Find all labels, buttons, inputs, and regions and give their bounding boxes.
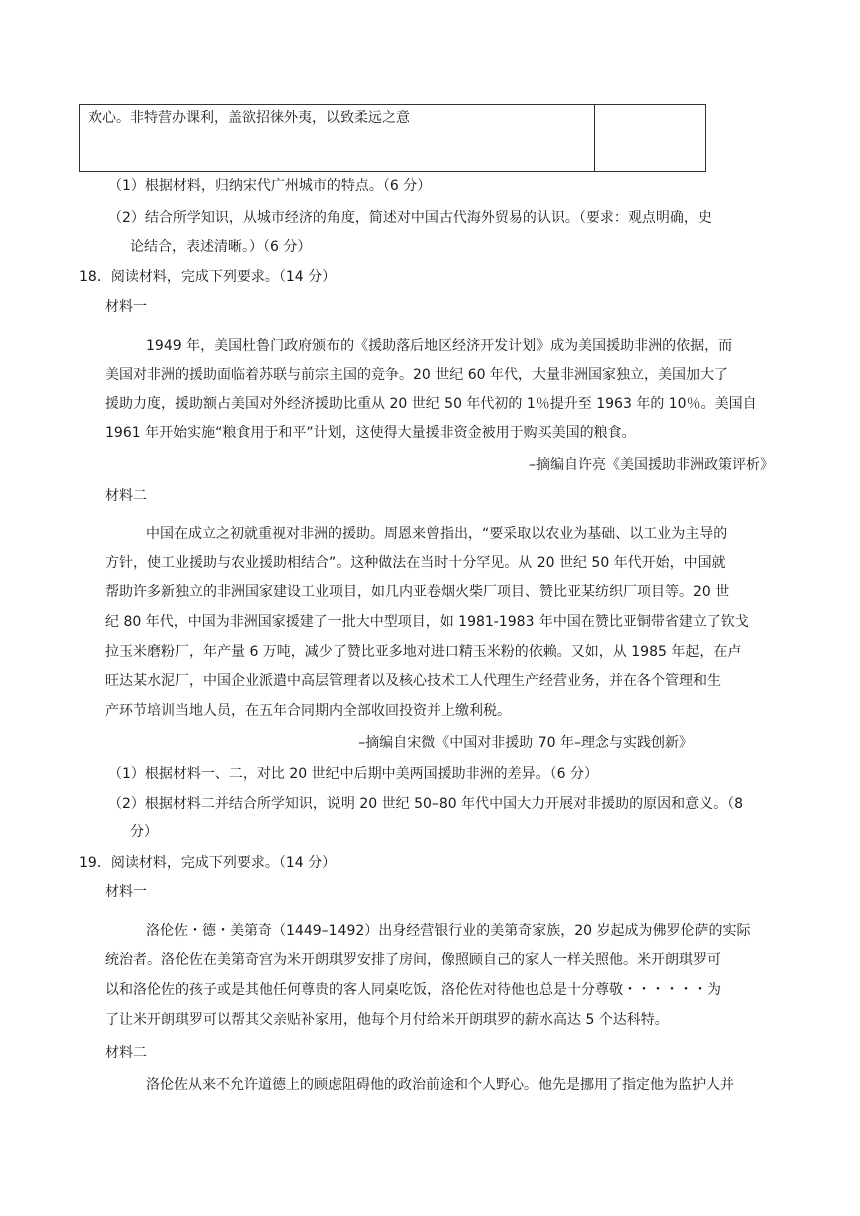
q18-m2-line5: 拉玉米磨粉厂，年产量 6 万吨，减少了赞比亚多地对进口精玉米粉的依赖。又如，从 1985 年起，在卢 [105,644,742,660]
q18-m2-line6: 旺达某水泥厂，中国企业派遣中高层管理者以及核心技术工人代理生产经营业务，并在各个管理和生 [105,673,721,689]
q18-m2-line7: 产环节培训当地人员，在五年合同期内全部收回投资并上缴利税。 [105,703,511,719]
q18-m1-source: –摘编自许亮《美国援助非洲政策评析》 [529,457,774,473]
q17-sub1: （1）根据材料，归纳宋代广州城市的特点。（6 分） [108,178,432,194]
q18-m2-line4: 纪 80 年代，中国为非洲国家援建了一批大中型项目，如 1981-1983 年中国在赞比亚铜带省建立了钦戈 [105,614,749,630]
q19-m1-line3: 以和洛伦佐的孩子或是其他任何尊贵的客人同桌吃饭，洛伦佐对待他也总是十分尊敬・・・・・・为 [105,982,721,998]
q18-sub2-line2: 分） [130,824,158,840]
q19-material1-label: 材料一 [105,884,147,900]
q18-m2-line2: 方针，使工业援助与农业援助相结合”。这种做法在当时十分罕见。从 20 世纪 50 年代开始，中国就 [105,555,726,571]
q19-heading: 19．阅读材料，完成下列要求。（14 分） [79,855,337,871]
q19-m1-line2: 统治者。洛伦佐在美第奇宫为米开朗琪罗安排了房间，像照顾自己的家人一样关照他。米开朗琪罗可 [105,952,721,968]
q18-material1-label: 材料一 [105,299,147,315]
q18-m1-line1: 1949 年，美国杜鲁门政府颁布的《援助落后地区经济开发计划》成为美国援助非洲的依据，而 [146,338,733,354]
q19-material2-label: 材料二 [105,1045,147,1061]
material-table [79,104,706,172]
q18-m1-line2: 美国对非洲的援助面临着苏联与前宗主国的竞争。20 世纪 60 年代，大量非洲国家独立，美国加大了 [105,367,728,383]
q19-m2-line1: 洛伦佐从来不允许道德上的顾虑阻碍他的政治前途和个人野心。他先是挪用了指定他为监护人并 [146,1077,734,1093]
q18-m1-line3: 援助力度，援助额占美国对外经济援助比重从 20 世纪 50 年代初的 1％提升至 1963 年的 10％。美国自 [105,396,757,412]
q19-m1-line4: 了让米开朗琪罗可以帮其父亲贴补家用，他每个月付给米开朗琪罗的薪水高达 5 个达科特。 [105,1012,669,1028]
q17-sub2-line2: 论结合，表述清晰。）（6 分） [130,239,312,255]
table-column-divider [594,105,595,171]
q18-heading: 18．阅读材料，完成下列要求。（14 分） [79,269,337,285]
q18-m2-line1: 中国在成立之初就重视对非洲的援助。周恩来曾指出，“要采取以农业为基础、以工业为主导的 [146,526,728,542]
q19-m1-line1: 洛伦佐・德・美第奇（1449–1492）出身经营银行业的美第奇家族，20 岁起成为佛罗伦萨的实际 [146,923,751,939]
q18-m1-line4: 1961 年开始实施“粮食用于和平”计划，这使得大量援非资金被用于购买美国的粮食。 [105,425,636,441]
q18-sub2-line1: （2）根据材料二并结合所学知识，说明 20 世纪 50–80 年代中国大力开展对非援助的原因和意义。（8 [108,796,744,812]
table-cell-text: 欢心。非特营办课利，盖欲招徕外夷，以致柔远之意 [88,110,410,126]
q17-sub2-line1: （2）结合所学知识，从城市经济的角度，简述对中国古代海外贸易的认识。（要求：观点明确，史 [108,210,712,226]
q18-m2-line3: 帮助许多新独立的非洲国家建设工业项目，如几内亚卷烟火柴厂项目、赞比亚某纺织厂项目等。20 世 [105,584,730,600]
q18-m2-source: –摘编自宋微《中国对非援助 70 年–理念与实践创新》 [358,735,693,751]
q18-sub1: （1）根据材料一、二，对比 20 世纪中后期中美两国援助非洲的差异。（6 分） [108,766,598,782]
q18-material2-label: 材料二 [105,488,147,504]
